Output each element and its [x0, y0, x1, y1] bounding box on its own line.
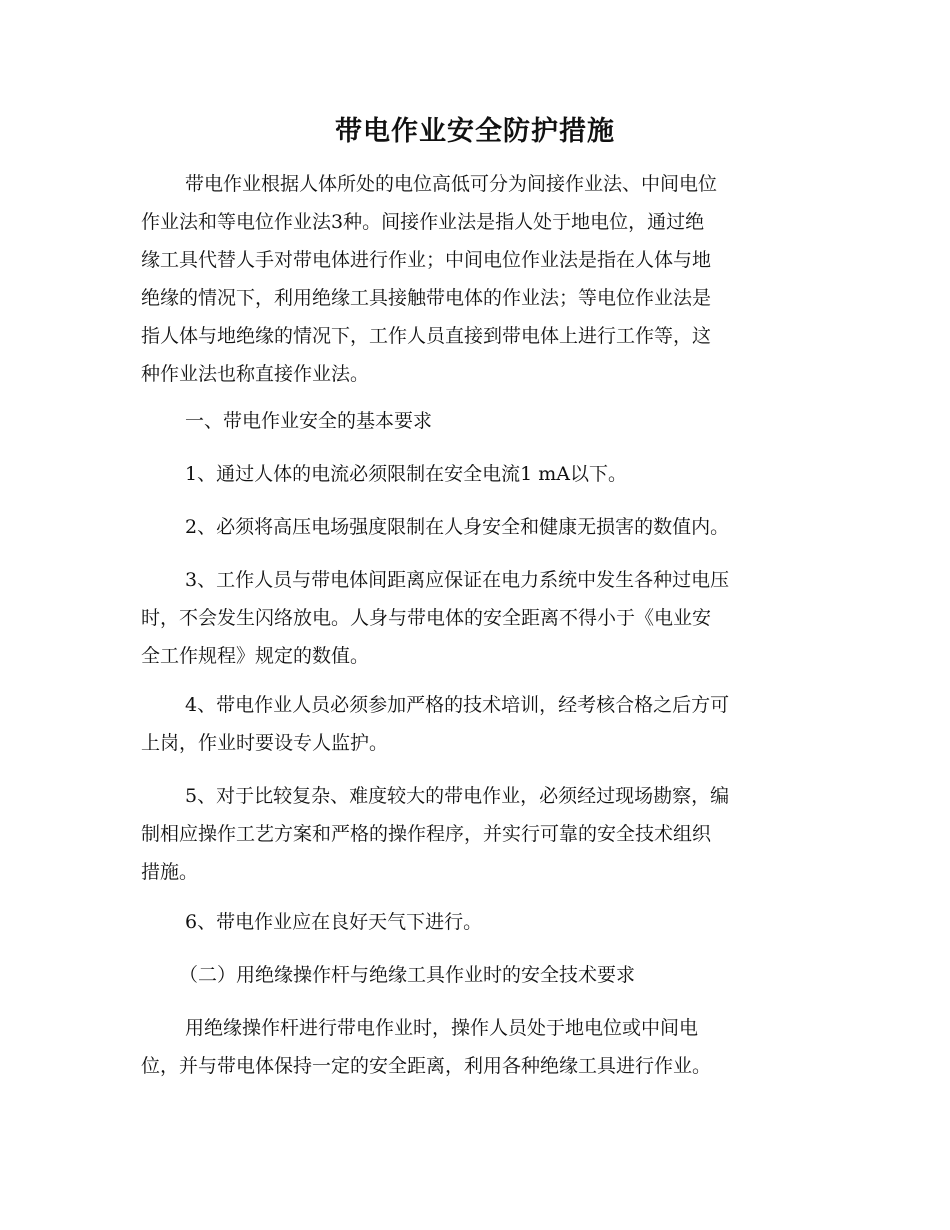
section-heading: [141, 402, 811, 440]
text-line: 作业法和等电位作业法3种。间接作业法是指人处于地电位，通过绝: [141, 211, 705, 233]
document-title: 带电作业安全防护措施: [335, 116, 615, 147]
text-line: 措施。: [141, 861, 199, 883]
paragraph: [141, 1009, 811, 1085]
list-item: [141, 777, 811, 891]
text-line: 上岗，作业时要设专人监护。: [141, 732, 389, 754]
text-line: 5、对于比较复杂、难度较大的带电作业，必须经过现场勘察，编: [185, 785, 730, 807]
text-line: 缘工具代替人手对带电体进行作业；中间电位作业法是指在人体与地: [141, 249, 712, 271]
text-line: 6、带电作业应在良好天气下进行。: [185, 911, 483, 933]
text-line: 用绝缘操作杆进行带电作业时，操作人员处于地电位或中间电: [185, 1017, 699, 1039]
section-heading: [141, 956, 811, 994]
text-line: 种作业法也称直接作业法。: [141, 363, 370, 385]
text-line: （二）用绝缘操作杆与绝缘工具作业时的安全技术要求: [179, 964, 636, 986]
list-item: [141, 508, 811, 546]
text-line: 时，不会发生闪络放电。人身与带电体的安全距离不得小于《电业安: [141, 607, 712, 629]
list-item: [141, 903, 811, 941]
text-line: 3、工作人员与带电体间距离应保证在电力系统中发生各种过电压: [185, 569, 730, 591]
text-line: 1、通过人体的电流必须限制在安全电流1 mA以下。: [185, 463, 627, 485]
text-line: 绝缘的情况下，利用绝缘工具接触带电体的作业法；等电位作业法是: [141, 287, 712, 309]
list-item: [141, 686, 811, 762]
text-line: 2、必须将高压电场强度限制在人身安全和健康无损害的数值内。: [185, 516, 730, 538]
list-item: [141, 561, 811, 675]
text-line: 指人体与地绝缘的情况下，工作人员直接到带电体上进行工作等，这: [141, 325, 712, 347]
text-line: 一、带电作业安全的基本要求: [185, 410, 433, 432]
text-line: 制相应操作工艺方案和严格的操作程序，并实行可靠的安全技术组织: [141, 823, 712, 845]
text-line: 带电作业根据人体所处的电位高低可分为间接作业法、中间电位: [185, 173, 718, 195]
text-line: 位，并与带电体保持一定的安全距离，利用各种绝缘工具进行作业。: [141, 1055, 712, 1077]
text-line: 全工作规程》规定的数值。: [141, 645, 370, 667]
text-line: 4、带电作业人员必须参加严格的技术培训，经考核合格之后方可: [185, 694, 730, 716]
list-item: [141, 455, 811, 493]
paragraph-intro: [141, 165, 811, 393]
